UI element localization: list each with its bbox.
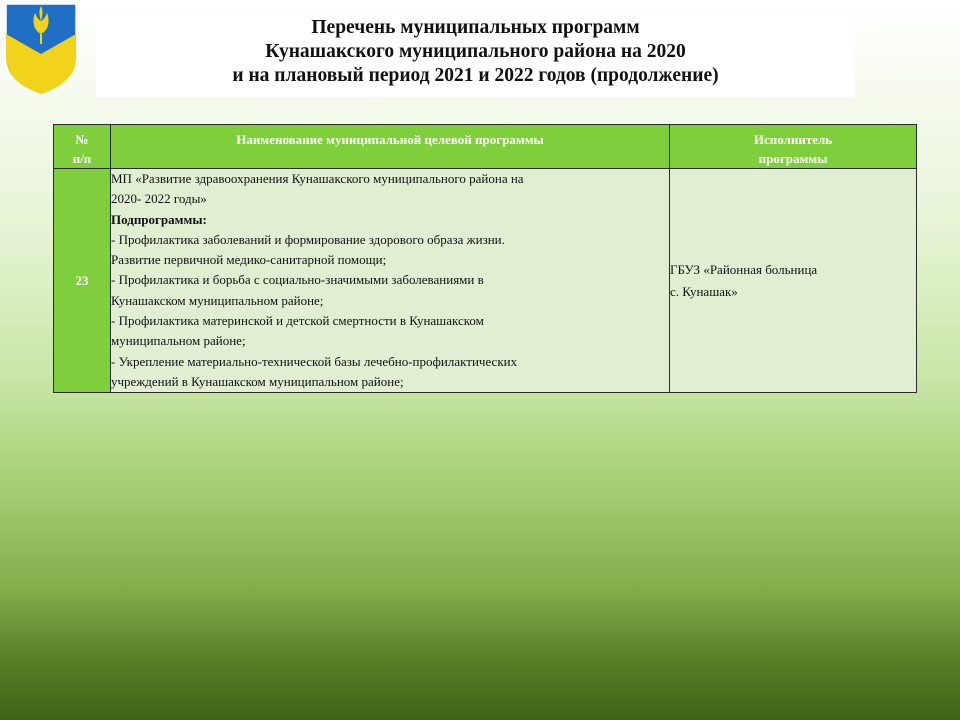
- table-row: [54, 169, 917, 393]
- header-number-line-2: п/п: [72, 151, 92, 166]
- row-number: 23: [54, 169, 111, 393]
- description-line: - Профилактика и борьба с социально-значимыми заболеваниями в: [111, 272, 484, 288]
- description-line: Кунашакском муниципальном районе;: [111, 292, 324, 308]
- program-description: [111, 169, 670, 393]
- description-line: муниципальном районе;: [111, 333, 246, 349]
- header-program-name-line: Наименование муниципальной целевой программы: [236, 132, 544, 147]
- page-title: [96, 11, 855, 97]
- table-header-row: [54, 125, 917, 169]
- description-line: - Профилактика заболеваний и формирование здорового образа жизни.: [111, 231, 505, 247]
- header-executor-line-2: программы: [758, 151, 828, 166]
- description-line: МП «Развитие здравоохранения Кунашакского муниципального района на: [111, 171, 524, 186]
- description-line: - Укрепление материально-технической базы лечебно-профилактических: [111, 353, 518, 369]
- program-executor: [670, 169, 917, 393]
- header-executor-line-1: Исполнитель: [753, 132, 833, 147]
- description-line: - Профилактика материнской и детской смертности в Кунашакском: [111, 313, 484, 329]
- description-line: 2020- 2022 годы»: [111, 191, 207, 207]
- executor-line-1: ГБУЗ «Районная больница: [670, 261, 818, 277]
- district-coat-of-arms-icon: [2, 0, 80, 96]
- header-number-line-1: №: [75, 132, 89, 147]
- executor-line-2: с. Кунашак»: [670, 283, 738, 299]
- description-line: учреждений в Кунашакском муниципальном районе;: [111, 373, 404, 389]
- title-line-3: и на плановый период 2021 и 2022 годов (продолжение): [232, 65, 719, 86]
- subprograms-heading: Подпрограммы:: [111, 211, 207, 227]
- title-line-1: Перечень муниципальных программ: [311, 17, 640, 38]
- header-executor: [670, 125, 917, 169]
- title-line-2: Кунашакского муниципального района на 2020: [265, 41, 686, 62]
- header-program-name: [111, 125, 670, 169]
- description-line: Развитие первичной медико-санитарной помощи;: [111, 252, 387, 268]
- programs-table: [53, 124, 917, 393]
- header-number: [54, 125, 111, 169]
